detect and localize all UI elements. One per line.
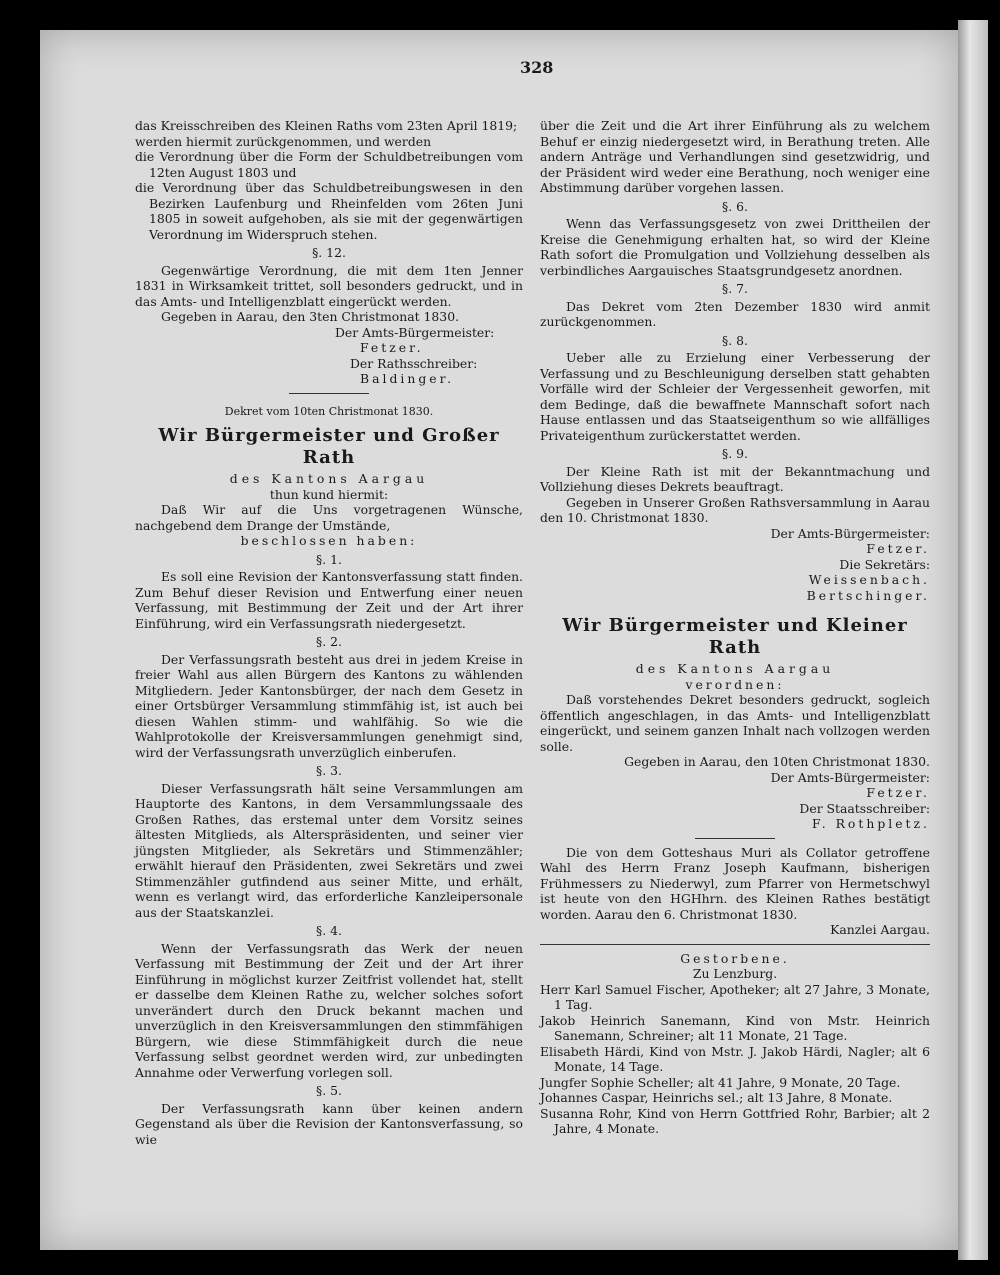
signature-name: Fetzer. bbox=[360, 340, 424, 355]
section-text: Es soll eine Revision der Kantonsverfassung statt finden. Zum Behuf dieser Revision und Entwerfung einer neuen Verfassung, mit Bestimmung der Zeit und der Art ihrer Einführung, wird ein Verfassungsrath niedergesetzt. bbox=[135, 569, 523, 631]
section-text: Der Kleine Rath ist mit der Bekanntmachung und Vollziehung dieses Dekrets beauftragt. bbox=[540, 463, 930, 494]
intro-line: die Verordnung über die Form der Schuldbetreibungen vom 12ten August 1803 und bbox=[135, 149, 523, 180]
signature-name: Fetzer. bbox=[866, 541, 930, 556]
section-text: Gegenwärtige Verordnung, die mit dem 1ten Jenner 1831 in Wirksamkeit trittet, soll besonders gedruckt, und in das Amts- und Intelligenzblatt eingerückt werden. bbox=[135, 262, 523, 309]
decree-subheading: des Kantons Aargau bbox=[229, 471, 429, 486]
divider bbox=[540, 944, 930, 945]
decree-heading: Wir Bürgermeister und Großer Rath bbox=[158, 425, 500, 468]
section-heading: §. 1. bbox=[316, 551, 342, 567]
given-line: Gegeben in Unserer Großen Rathsversammlung in Aarau den 10. Christmonat 1830. bbox=[540, 494, 930, 525]
section-heading: §. 7. bbox=[722, 281, 748, 296]
intro-line: die Verordnung über das Schuldbetreibungswesen in den Bezirken Laufenburg und Rheinfelden vom 26ten Juni 1805 in soweit aufgehoben, als sie mit der gegenwärtigen Verordnung im Widerspruch stehen. bbox=[135, 180, 523, 242]
section-heading: §. 8. bbox=[722, 332, 748, 348]
section-heading: §. 3. bbox=[316, 763, 342, 778]
section-text: über die Zeit und die Art ihrer Einführung als zu welchem Behuf er einzig niedergesetzt wird, in Berathung treten. Alle andern Anträge und Verhandlungen sind gesetzwidrig, und der Präsident wird weder eine Berathung, noch weniger eine Abstimmung darüber vorgehen lassen. bbox=[540, 118, 930, 195]
given-line: Gegeben in Aarau, den 3ten Christmonat 1830. bbox=[161, 309, 460, 324]
section-text: Das Dekret vom 2ten Dezember 1830 wird anmit zurückgenommen. bbox=[540, 298, 930, 329]
death-entry: Elisabeth Härdi, Kind von Mstr. J. Jakob Härdi, Nagler; alt 6 Monate, 14 Tage. bbox=[540, 1043, 930, 1074]
resolved-line: beschlossen haben: bbox=[240, 533, 418, 548]
ordinance-subheading: verordnen: bbox=[685, 676, 785, 692]
notice-signature: Kanzlei Aargau. bbox=[830, 922, 930, 937]
divider bbox=[695, 838, 775, 839]
section-heading: §. 6. bbox=[722, 198, 748, 214]
signature-title: Der Amts-Bürgermeister: bbox=[770, 525, 930, 541]
signature-title: Der Amts-Bürgermeister: bbox=[770, 769, 930, 785]
given-line: Gegeben in Aarau, den 10ten Christmonat 1830. bbox=[624, 754, 930, 769]
signature-name: Fetzer. bbox=[866, 785, 930, 800]
page-number: 328 bbox=[520, 58, 554, 77]
decree-subheading: thun kund hiermit: bbox=[269, 486, 389, 502]
signature-name: Baldinger. bbox=[360, 371, 455, 386]
signature-name: Bertschinger. bbox=[806, 587, 930, 603]
intro-line: das Kreisschreiben des Kleinen Raths vom 23ten April 1819; bbox=[135, 118, 518, 133]
divider bbox=[289, 393, 369, 394]
death-entry: Jungfer Sophie Scheller; alt 41 Jahre, 9 Monate, 20 Tage. bbox=[540, 1074, 901, 1090]
signature-title: Der Staatsschreiber: bbox=[799, 800, 930, 816]
deaths-title: Gestorbene. bbox=[680, 950, 790, 966]
ordinance-heading: Wir Bürgermeister und Kleiner Rath bbox=[562, 615, 908, 658]
section-text: Ueber alle zu Erzielung einer Verbesserung der Verfassung und zu Beschleunigung derselben statt gehabten Vorfälle wird der Schleier der Vergessenheit geworfen, mit dem Bedinge, daß die bewaffnete Mannschaft sofort nach Hause entlassen und das Staatseigenthum so wie allfälliges Privateigenthum zurückerstattet werden. bbox=[540, 350, 930, 443]
signature-title: Die Sekretärs: bbox=[839, 556, 930, 572]
left-column bbox=[135, 118, 523, 1147]
signature-title: Der Amts-Bürgermeister: bbox=[335, 324, 495, 340]
right-column bbox=[540, 118, 930, 1137]
ordinance-text: Daß vorstehendes Dekret besonders gedruckt, sogleich öffentlich angeschlagen, in das Amts- und Intelligenzblatt eingerückt, und seinem ganzen Inhalt nach vollzogen werden solle. bbox=[540, 692, 930, 754]
ordinance-subheading: des Kantons Aargau bbox=[635, 661, 835, 676]
section-text: Dieser Verfassungsrath hält seine Versammlungen am Hauptorte des Kantons, in dem Versammlungssaale des Großen Rathes, das erstemal unter dem Vorsitz seines ältesten Mitglieds, als Alterspräsidenten, und seiner vier jüngsten Mitglieder, als Sekretärs und Stimmenzähler; erwählt hierauf den Präsidenten, zwei Sekretärs und zwei Stimmenzähler gutfindend aus seiner Mitte, und erhält, wenn es verlangt wird, das erforderliche Kanzleipersonale aus der Staatskanzlei. bbox=[135, 780, 523, 920]
death-entry: Johannes Caspar, Heinrichs sel.; alt 13 Jahre, 8 Monate. bbox=[540, 1090, 893, 1105]
signature-name: F. Rothpletz. bbox=[812, 816, 930, 831]
notice-text: Die von dem Gotteshaus Muri als Collator getroffene Wahl des Herrn Franz Joseph Kaufmann, bisherigen Frühmessers zu Niederwyl, zum Pfarrer von Hermetschwyl ist heute von den HGHhrn. des Kleinen Rathes bestätigt worden. Aarau den 6. Christmonat 1830. bbox=[540, 844, 930, 922]
preamble: Daß Wir auf die Uns vorgetragenen Wünsche, nachgebend dem Drange der Umstände, bbox=[135, 502, 523, 533]
death-entry: Herr Karl Samuel Fischer, Apotheker; alt 27 Jahre, 3 Monate, 1 Tag. bbox=[540, 981, 930, 1012]
signature-name: Weissenbach. bbox=[808, 572, 930, 587]
section-text: Wenn das Verfassungsgesetz von zwei Drittheilen der Kreise die Genehmigung erhalten hat, so wird der Kleine Rath sofort die Promulgation und Vollziehung desselben als verbindliches Aargauisches Staatsgrundgesetz anordnen. bbox=[540, 216, 930, 278]
section-heading: §. 4. bbox=[316, 923, 342, 938]
decree-title: Dekret vom 10ten Christmonat 1830. bbox=[224, 404, 434, 418]
section-text: Der Verfassungsrath besteht aus drei in jedem Kreise in freier Wahl aus allen Bürgern des Kantons zu wählenden Mitgliedern. Jeder Kantonsbürger, der nach dem Gesetz in einer Ortsbürger Versammlung stimmfähig ist, ist auch bei diesen Wahlen stimm- und wahlfähig. So wie die Wahlprotokolle der Kreisversammlungen genehmigt sind, wird der Verfassungsrath unverzüglich einberufen. bbox=[135, 651, 523, 760]
section-heading: §. 9. bbox=[722, 446, 748, 461]
section-text: Wenn der Verfassungsrath das Werk der neuen Verfassung mit Bestimmung der Zeit und der Art ihrer Einführung in möglichst kurzer Zeitfrist vollendet hat, stellt er dasselbe dem Kleinen Rathe zu, welcher solches sofort unverändert durch den Druck bekannt machen und unverzüglich in den Kreisversammlungen den stimmfähigen Bürgern, wie diese Stimmfähigkeit durch die neue Verfassung selbst geordnet werden wird, zur unbedingten Annahme oder Verwerfung vorlegen soll. bbox=[135, 940, 523, 1080]
death-entry: Jakob Heinrich Sanemann, Kind von Mstr. Heinrich Sanemann, Schreiner; alt 11 Monate, 21 Tage. bbox=[540, 1012, 930, 1043]
deaths-place: Zu Lenzburg. bbox=[692, 966, 778, 981]
section-heading: §. 5. bbox=[316, 1083, 342, 1098]
book-spine bbox=[958, 20, 988, 1260]
intro-line: werden hiermit zurückgenommen, und werden bbox=[135, 133, 432, 149]
section-text: Der Verfassungsrath kann über keinen andern Gegenstand als über die Revision der Kantonsverfassung, so wie bbox=[135, 1100, 523, 1147]
section-heading: §. 12. bbox=[312, 245, 346, 260]
signature-title: Der Rathsschreiber: bbox=[350, 355, 478, 371]
death-entry: Susanna Rohr, Kind von Herrn Gottfried Rohr, Barbier; alt 2 Jahre, 4 Monate. bbox=[540, 1105, 930, 1136]
section-heading: §. 2. bbox=[316, 634, 342, 649]
